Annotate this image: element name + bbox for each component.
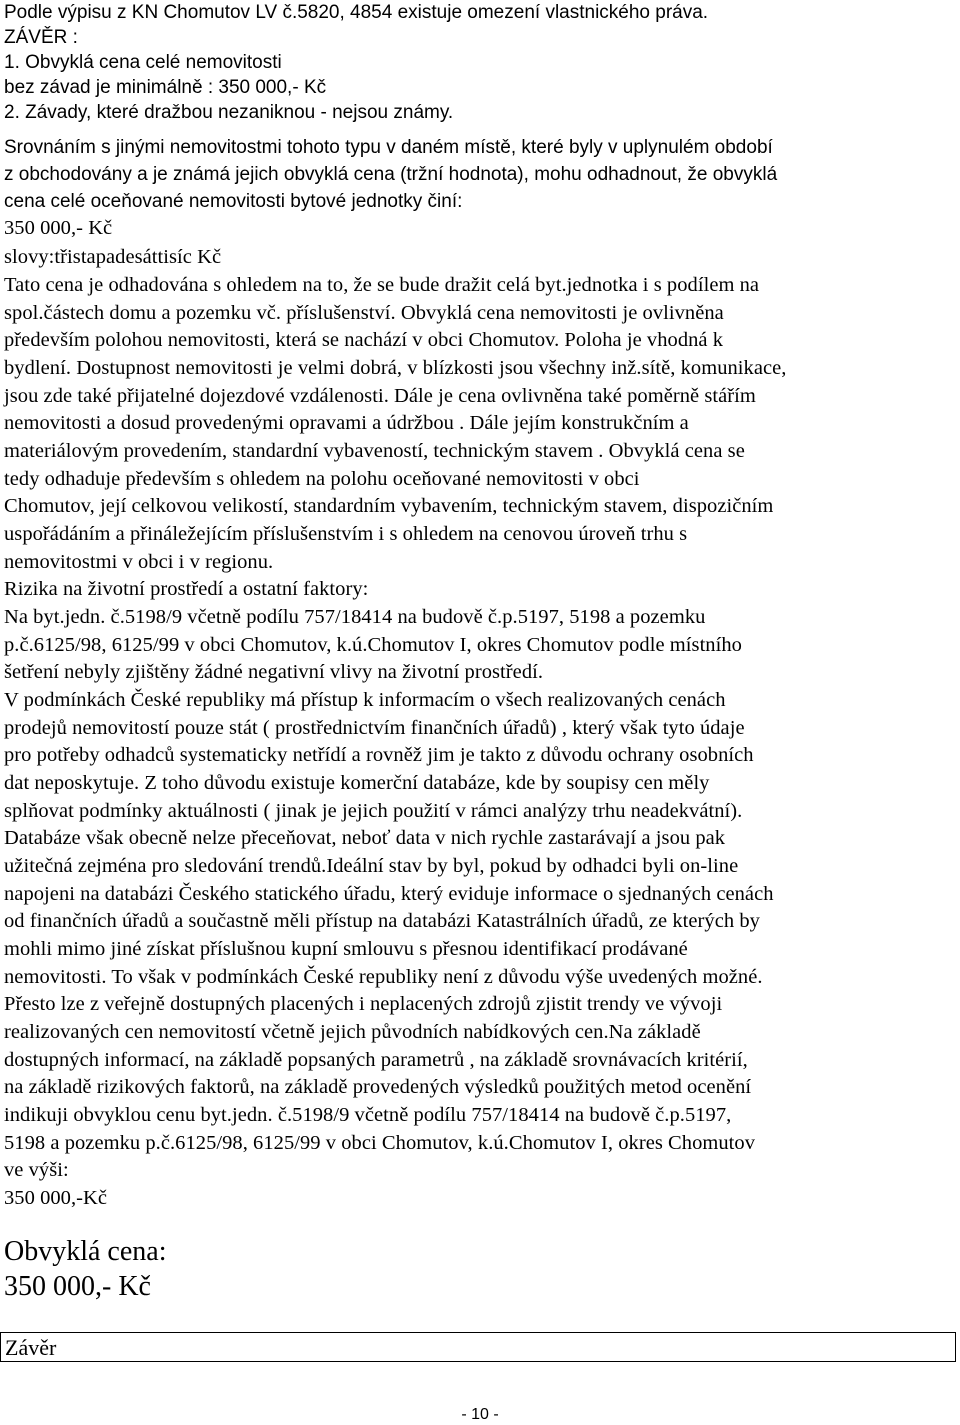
text-line: 350 000,- Kč	[4, 217, 113, 239]
text-line: nemovitosti a dosud provedenými opravami a údržbou . Dále jejím konstrukčním a	[4, 412, 689, 434]
text-line: V podmínkách České republiky má přístup k informacím o všech realizovaných cenách	[4, 689, 726, 711]
text-line: 2. Závady, které dražbou nezaniknou - nejsou známy.	[4, 102, 454, 123]
text-line: ve výši:	[4, 1159, 69, 1181]
text-line: užitečná zejména pro sledování trendů.Ideální stav by byl, pokud by odhadci byli on-line	[4, 855, 739, 877]
text-line: Chomutov, její celkovou velikostí, standardním vybavením, technickým stavem, dispozičním	[4, 495, 774, 517]
text-line: na základě rizikových faktorů, na základě provedených výsledků použitých metod ocenění	[4, 1076, 752, 1098]
text-line: Podle výpisu z KN Chomutov LV č.5820, 4854 existuje omezení vlastnického práva.	[4, 2, 709, 23]
text-line: pro potřeby odhadců systematicky netřídí a rovněž jim je takto z důvodu ochrany osobních	[4, 744, 754, 766]
text-line: cena celé oceňované nemovitosti bytové jednotky činí:	[4, 191, 463, 212]
text-line: Rizika na životní prostředí a ostatní faktory:	[4, 578, 369, 600]
text-line: nemovitosti. To však v podmínkách České republiky není z důvodu výše uvedených možné.	[4, 966, 763, 988]
text-line: Databáze však obecně nelze přeceňovat, neboť data v nich rychle zastarávají a jsou pak	[4, 827, 726, 849]
text-line: prodejů nemovitostí pouze stát ( prostřednictvím finančních úřadů) , který však tyto údaje	[4, 717, 745, 739]
text-line: mohli mimo jiné získat příslušnou kupní smlouvu s přesnou identifikací prodávané	[4, 938, 688, 960]
text-line: dostupných informací, na základě popsaných parametrů , na základě srovnávacích kritérií,	[4, 1049, 748, 1071]
text-line: Přesto lze z veřejně dostupných placených i neplacených zdrojů zjistit trendy ve vývoji	[4, 993, 723, 1015]
text-line: p.č.6125/98, 6125/99 v obci Chomutov, k.ú.Chomutov I, okres Chomutov podle místního	[4, 634, 742, 656]
text-line: spol.částech domu a pozemku vč. příslušenství. Obvyklá cena nemovitosti je ovlivněna	[4, 302, 724, 324]
text-line: Tato cena je odhadována s ohledem na to, že se bude dražit celá byt.jednotka i s podílem na	[4, 274, 760, 296]
section-box	[0, 1332, 956, 1362]
text-line: šetření nebyly zjištěny žádné negativní vlivy na životní prostředí.	[4, 661, 544, 683]
text-line: nemovitostmi v obci i v regionu.	[4, 551, 274, 573]
page-number: - 10 -	[461, 1406, 499, 1423]
text-line: od finančních úřadů a součastně měli přístup na databázi Katastrálních úřadů, ze kterých by	[4, 910, 760, 932]
text-line: ZÁVĚR :	[4, 27, 78, 48]
text-line: z obchodovány a je známá jejich obvyklá cena (tržní hodnota), mohu odhadnout, že obvyklá	[4, 164, 778, 185]
text-line: uspořádáním a přináležejícím příslušenstvím i s ohledem na cenovou úroveň trhu s	[4, 523, 688, 545]
text-line: Srovnáním s jinými nemovitostmi tohoto typu v daném místě, které byly v uplynulém období	[4, 137, 773, 158]
text-line: tedy odhaduje především s ohledem na polohu oceňované nemovitosti v obci	[4, 468, 640, 490]
text-line: slovy:třistapadesáttisíc Kč	[4, 246, 222, 268]
text-line: bez závad je minimálně : 350 000,- Kč	[4, 77, 327, 98]
summary-value: 350 000,- Kč	[4, 1271, 151, 1302]
text-line: 1. Obvyklá cena celé nemovitosti	[4, 52, 282, 73]
text-line: indikuji obvyklou cenu byt.jedn. č.5198/9 včetně podílu 757/18414 na budově č.p.5197,	[4, 1104, 732, 1126]
text-line: Na byt.jedn. č.5198/9 včetně podílu 757/18414 na budově č.p.5197, 5198 a pozemku	[4, 606, 706, 628]
text-line: napojeni na databázi Českého statického úřadu, který eviduje informace o sjednaných cenách	[4, 883, 774, 905]
text-line: materiálovým provedením, standardní vybaveností, technickým stavem . Obvyklá cena se	[4, 440, 745, 462]
text-line: 350 000,-Kč	[4, 1187, 108, 1209]
text-line: realizovaných cen nemovitostí včetně jejich původních nabídkových cen.Na základě	[4, 1021, 701, 1043]
text-line: bydlení. Dostupnost nemovitosti je velmi dobrá, v blízkosti jsou všechny inž.sítě, komunikace,	[4, 357, 787, 379]
text-line: 5198 a pozemku p.č.6125/98, 6125/99 v obci Chomutov, k.ú.Chomutov I, okres Chomutov	[4, 1132, 756, 1154]
text-line: jsou zde také přijatelné dojezdové vzdálenosti. Dále je cena ovlivněna také poměrně stářím	[4, 385, 756, 407]
text-line: především polohou nemovitosti, která se nachází v obci Chomutov. Poloha je vhodná k	[4, 329, 724, 351]
summary-label: Obvyklá cena:	[4, 1236, 167, 1267]
text-line: dat neposkytuje. Z toho důvodu existuje komerční databáze, kde by soupisy cen měly	[4, 772, 710, 794]
text-line: splňovat podmínky aktuálnosti ( jinak je jejich použití v rámci analýzy trhu neadekvátní).	[4, 800, 743, 822]
section-box-label: Závěr	[5, 1335, 57, 1360]
